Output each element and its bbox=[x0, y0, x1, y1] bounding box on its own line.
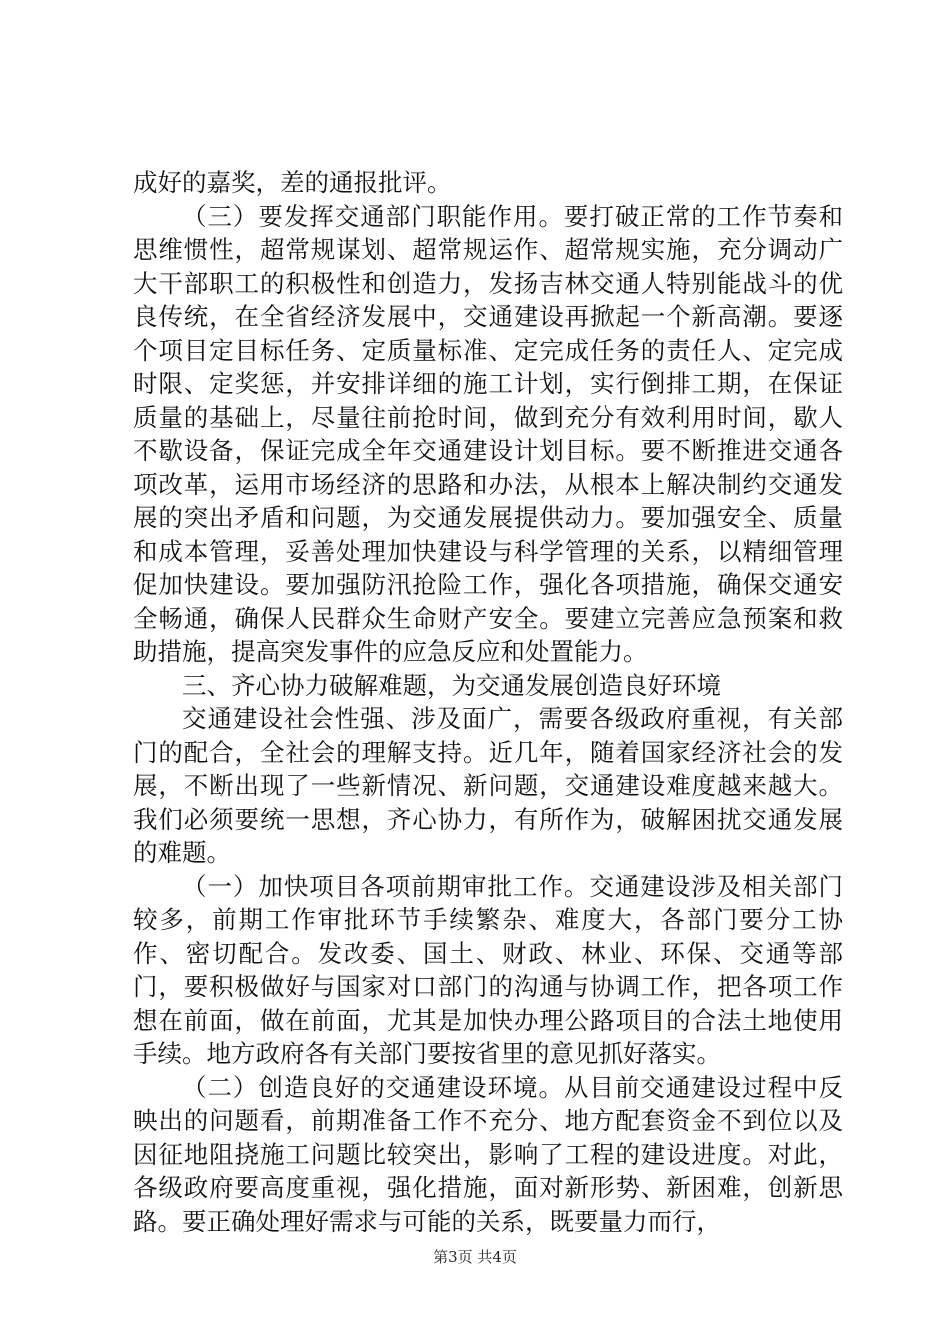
paragraph-intro: 交通建设社会性强、涉及面广，需要各级政府重视，有关部门的配合，全社会的理解支持。近几年，随着国家经济社会的发展，不断出现了一些新情况、新问题，交通建设难度越来越大。我们必须要统一思想，齐心协力，有所作为，破解困扰交通发展的难题。 bbox=[133, 704, 843, 867]
paragraph-item-two: （二）创造良好的交通建设环境。从目前交通建设过程中反映出的问题看，前期准备工作不充分、地方配套资金不到位以及因征地阻挠施工问题比较突出，影响了工程的建设进度。对此，各级政府要高度重视，强化措施，面对新形势、新困难，创新思路。要正确处理好需求与可能的关系，既要量力而行， bbox=[133, 1072, 843, 1236]
page-footer: 第3页 共4页 bbox=[433, 1248, 517, 1266]
document-body bbox=[133, 166, 843, 1238]
paragraph-item-one: （一）加快项目各项前期审批工作。交通建设涉及相关部门较多，前期工作审批环节手续繁杂、难度大，各部门要分工协作、密切配合。发改委、国土、财政、林业、环保、交通等部门，要积极做好与国家对口部门的沟通与协调工作，把各项工作想在前面，做在前面，尤其是加快办理公路项目的合法土地使用手续。地方政府各有关部门要按省里的意见抓好落实。 bbox=[133, 871, 843, 1068]
paragraph-continuation: 成好的嘉奖，差的通报批评。 bbox=[133, 168, 452, 197]
paragraph-section-three: （三）要发挥交通部门职能作用。要打破正常的工作节奏和思维惯性，超常规谋划、超常规运作、超常规实施，充分调动广大干部职工的积极性和创造力，发扬吉林交通人特别能战斗的优良传统，在全省经济发展中，交通建设再掀起一个新高潮。要逐个项目定目标任务、定质量标准、定完成任务的责任人、定完成时限、定奖惩，并安排详细的施工计划，实行倒排工期，在保证质量的基础上，尽量往前抢时间，做到充分有效利用时间，歇人不歇设备，保证完成全年交通建设计划目标。要不断推进交通各项改革，运用市场经济的思路和办法，从根本上解决制约交通发展的突出矛盾和问题，为交通发展提供动力。要加强安全、质量和成本管理，妥善处理加快建设与科学管理的关系，以精细管理促加快建设。要加强防汛抢险工作，强化各项措施，确保交通安全畅通，确保人民群众生命财产安全。要建立完善应急预案和救助措施，提高突发事件的应急反应和处置能力。 bbox=[133, 201, 843, 666]
section-heading: 三、齐心协力破解难题，为交通发展创造良好环境 bbox=[182, 670, 721, 700]
